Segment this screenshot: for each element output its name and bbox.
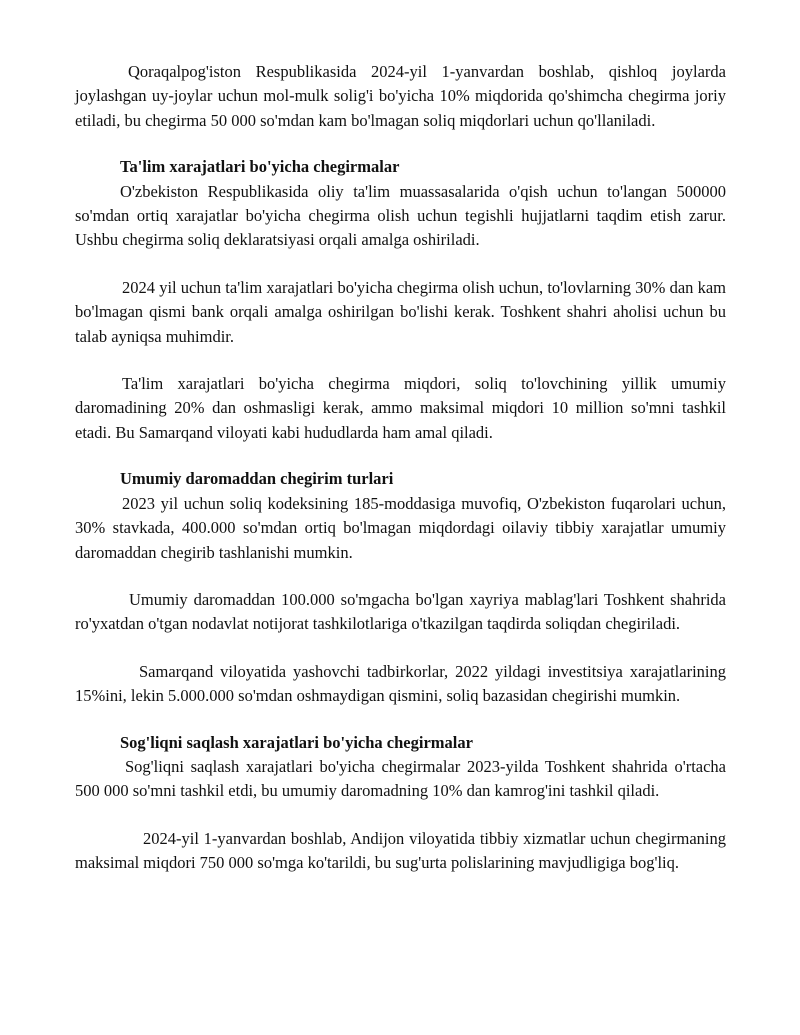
paragraph-education-bank-payments: 2024 yil uchun ta'lim xarajatlari bo'yicha chegirma olish uchun, to'lovlarning 30% dan kam bo'lmagan qismi bank orqali amalga oshirilgan bo'lishi kerak. Toshkent shahri aholisi uchun bu talab ayniqsa muhimdir. bbox=[75, 277, 726, 346]
paragraph-education-deduction-limit: Ta'lim xarajatlari bo'yicha chegirma miqdori, soliq to'lovchining yillik umumiy daromadining 20% dan oshmasligi kerak, ammo maksimal miqdori 10 million so'mni tashkil etadi. Bu Samarqand viloyati kabi hududlarda ham amal qiladi. bbox=[75, 374, 726, 442]
document-page bbox=[75, 60, 726, 876]
heading-healthcare-deductions: Sog'liqni saqlash xarajatlari bo'yicha chegirmalar bbox=[120, 732, 473, 752]
paragraph-investment-expenses: Samarqand viloyatida yashovchi tadbirkorlar, 2022 yildagi investitsiya xarajatlarining 15%ini, lekin 5.000.000 so'mdan oshmaydigan qismini, soliq bazasidan chegirishi mumkin. bbox=[75, 661, 726, 706]
heading-education-deductions: Ta'lim xarajatlari bo'yicha chegirmalar bbox=[120, 157, 400, 177]
paragraph-education-documents: O'zbekiston Respublikasida oliy ta'lim muassasalarida o'qish uchun to'langan 500000 so'mdan ortiq xarajatlar bo'yicha chegirma olish uchun tegishli hujjatlarni taqdim etish zarur. Ushbu chegirma soliq deklaratsiyasi orqali amalga oshiriladi. bbox=[75, 181, 726, 250]
paragraph-healthcare-maximum: 2024-yil 1-yanvardan boshlab, Andijon viloyatida tibbiy xizmatlar uchun chegirmaning maksimal miqdori 750 000 so'mga ko'tarildi, bu sug'urta polislarining mavjudligiga bog'liq. bbox=[75, 828, 726, 873]
paragraph-charity-donations: Umumiy daromaddan 100.000 so'mgacha bo'lgan xayriya mablag'lari Toshkent shahrida ro'yxatdan o'tgan nodavlat notijorat tashkilotlariga o'tkazilgan taqdirda soliqdan chegiriladi. bbox=[75, 589, 726, 634]
paragraph-property-tax-deduction: Qoraqalpog'iston Respublikasida 2024-yil 1-yanvardan boshlab, qishloq joylarda joylashgan uy-joylar uchun mol-mulk solig'i bo'yicha 10% miqdorida qo'shimcha chegirma joriy etiladi, bu chegirma 50 000 so'mdan kam bo'lmagan soliq miqdorlari uchun qo'llaniladi. bbox=[75, 62, 726, 130]
paragraph-healthcare-average: Sog'liqni saqlash xarajatlari bo'yicha chegirmalar 2023-yilda Toshkent shahrida o'rtacha 500 000 so'mni tashkil etdi, bu umumiy daromadning 10% dan kamrog'ini tashkil qiladi. bbox=[75, 756, 726, 801]
paragraph-medical-expenses: 2023 yil uchun soliq kodeksining 185-moddasiga muvofiq, O'zbekiston fuqarolari uchun, 30% stavkada, 400.000 so'mdan ortiq bo'lmagan miqdordagi oilaviy tibbiy xarajatlar umumiy daromaddan chegirib tashlanishi mumkin. bbox=[75, 493, 726, 562]
heading-income-deduction-types: Umumiy daromaddan chegirim turlari bbox=[120, 469, 394, 489]
